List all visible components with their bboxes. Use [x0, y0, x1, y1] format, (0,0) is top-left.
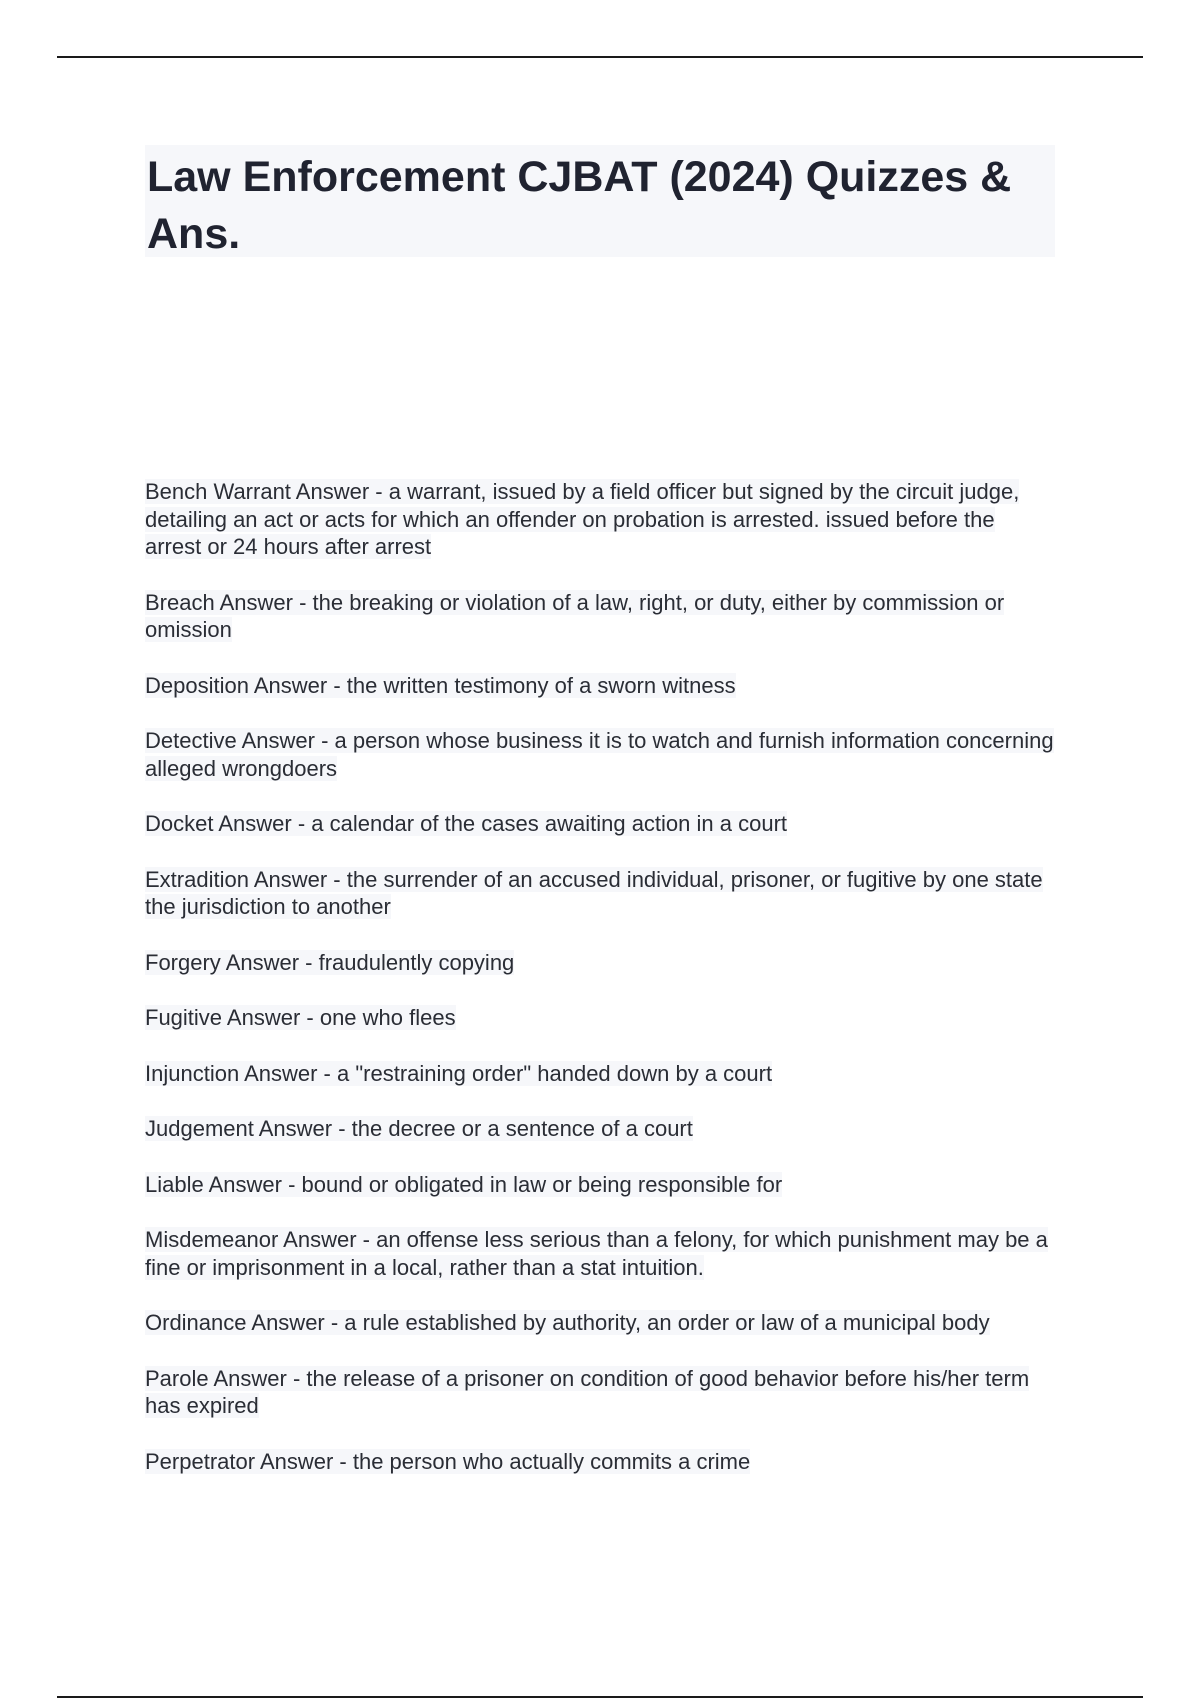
list-item: [145, 1004, 1055, 1032]
qa-text: Fugitive Answer - one who flees: [145, 1005, 456, 1030]
page-bottom-rule: [57, 1696, 1143, 1698]
title-block: [145, 145, 1055, 257]
qa-text: Ordinance Answer - a rule established by authority, an order or law of a municipal body: [145, 1310, 990, 1335]
qa-text: Liable Answer - bound or obligated in law or being responsible for: [145, 1171, 783, 1197]
page-title: Law Enforcement CJBAT (2024) Quizzes & Ans.: [147, 153, 1012, 258]
qa-text: Bench Warrant Answer - a warrant, issued by a field officer but signed by the circuit judge, detailing an act or acts for which an offender on probation is arrested. issued before the arrest or 24 hours after arrest: [145, 479, 1020, 559]
qa-text: Misdemeanor Answer - an offense less serious than a felony, for which punishment may be a fine or imprisonment in a local, rather than a stat intuition.: [145, 1227, 1048, 1280]
qa-text: Judgement Answer - the decree or a sentence of a court: [145, 1116, 693, 1141]
qa-text: Injunction Answer - a "restraining order" handed down by a court: [145, 1060, 773, 1086]
list-item: [145, 1171, 1055, 1199]
qa-list: [145, 478, 1055, 1503]
list-item: [145, 672, 1055, 700]
list-item: [145, 949, 1055, 977]
list-item: [145, 1060, 1055, 1088]
list-item: [145, 1115, 1055, 1143]
qa-text: Docket Answer - a calendar of the cases awaiting action in a court: [145, 811, 788, 836]
list-item: [145, 478, 1055, 561]
qa-text: Deposition Answer - the written testimony of a sworn witness: [145, 672, 736, 698]
qa-text: Perpetrator Answer - the person who actually commits a crime: [145, 1448, 751, 1474]
list-item: [145, 727, 1055, 782]
list-item: [145, 1448, 1055, 1476]
list-item: [145, 1365, 1055, 1420]
list-item: [145, 1309, 1055, 1337]
page-top-rule: [57, 56, 1143, 58]
list-item: [145, 866, 1055, 921]
qa-text: Breach Answer - the breaking or violation of a law, right, or duty, either by commission or omission: [145, 589, 1005, 642]
list-item: [145, 1226, 1055, 1281]
qa-text: Parole Answer - the release of a prisoner on condition of good behavior before his/her term has expired: [145, 1365, 1030, 1418]
qa-text: Forgery Answer - fraudulently copying: [145, 949, 515, 975]
qa-text: Extradition Answer - the surrender of an accused individual, prisoner, or fugitive by one state the jurisdiction to another: [145, 866, 1043, 919]
list-item: [145, 589, 1055, 644]
qa-text: Detective Answer - a person whose business it is to watch and furnish information concerning alleged wrongdoers: [145, 728, 1054, 781]
list-item: [145, 810, 1055, 838]
